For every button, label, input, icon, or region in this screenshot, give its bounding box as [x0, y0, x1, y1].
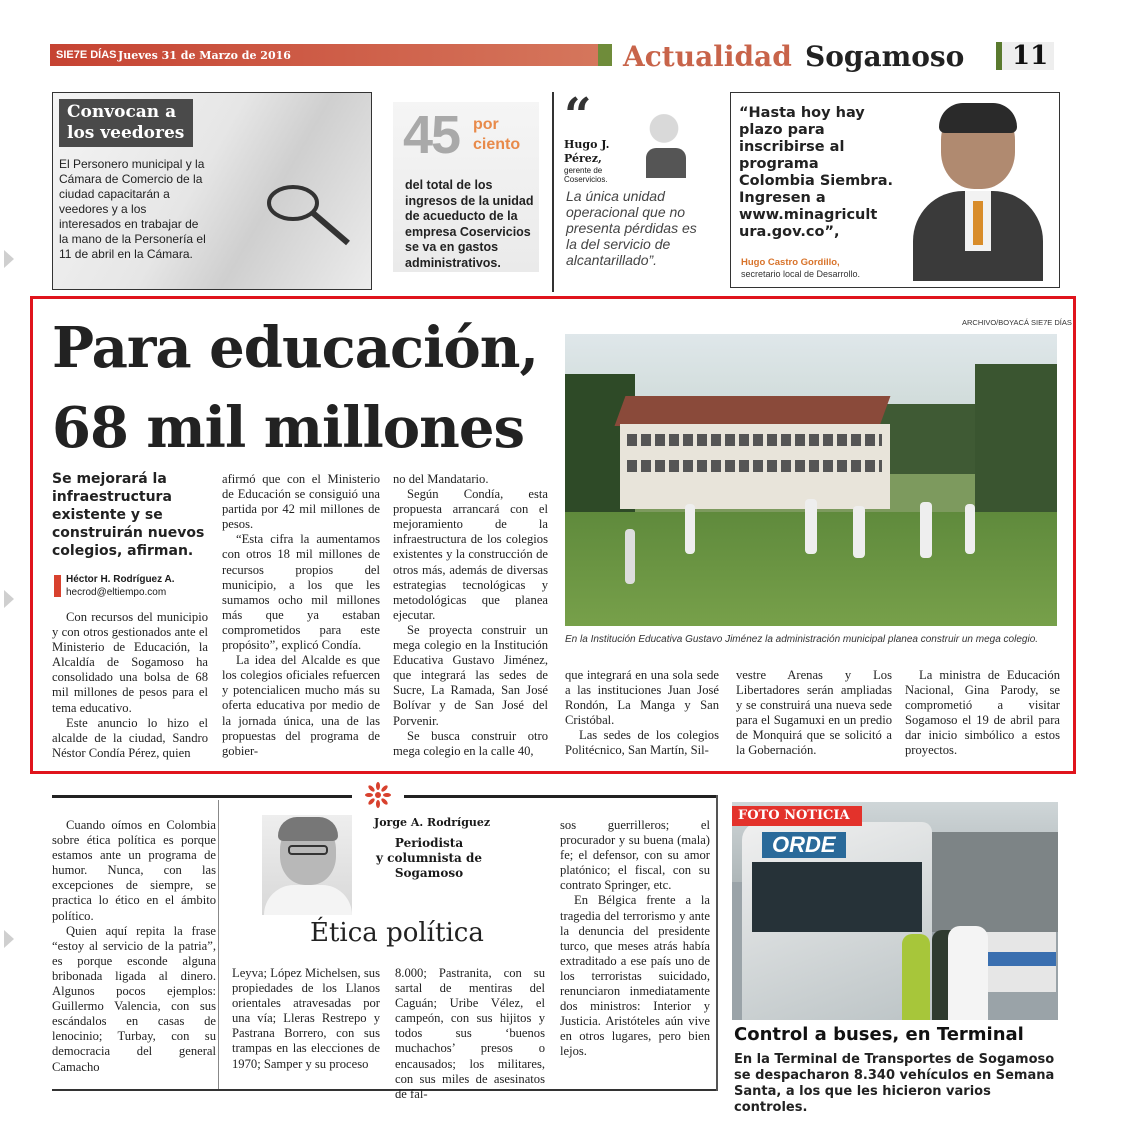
column-col-3: [395, 966, 545, 1102]
stat-unit-line1: por: [473, 116, 499, 133]
column-bottom-rule: [52, 1089, 716, 1091]
paragraph: Se proyecta construir un mega colegio en la Institución Educativa Gustavo Jiménez, que integrará las sedes de Sucre, La Ramada, San José Bolívar y de San José del Porvenir.: [393, 622, 548, 728]
main-col-4: [565, 668, 719, 759]
side-arrow-icon: [4, 930, 14, 948]
columnist-name: Jorge A. Rodríguez: [374, 816, 491, 829]
brief-title-line1: Convocan a: [67, 102, 177, 122]
paragraph: “Esta cifra la aumentamos con otros 18 mil millones de recursos propios del municipio, a los que les sumamos ocho mil millones más que ya estaban comprometidos para este propósito”, explicó Condía.: [222, 532, 380, 653]
column-col-2: [232, 966, 380, 1072]
main-lead: Se mejorará la infraestructura existente y se construirán nuevos colegios, afirman.: [52, 471, 205, 559]
author-marker: [54, 575, 61, 597]
person-photo: [624, 98, 704, 178]
paragraph: afirmó que con el Ministerio de Educación se consiguió una partida por 42 mil millones de pesos.: [222, 472, 380, 532]
brief-veedores: [52, 92, 372, 290]
page-header: [50, 40, 1060, 72]
section-title-light: Actualidad: [623, 40, 792, 73]
page-number: 11: [1012, 41, 1049, 71]
main-col-6: [905, 668, 1060, 759]
main-col-3: [393, 472, 548, 759]
quote2-name: Hugo Castro Gordillo,: [741, 257, 840, 268]
paragraph: Con recursos del municipio y con otros gestionados ante el Ministerio de Educación, la Alcaldía de Sogamoso ha consolidado una bolsa de 68 mil millones de pesos para el tema educativo.: [52, 610, 208, 715]
photo-news: [732, 802, 1058, 1115]
columnist-photo: [262, 815, 352, 915]
quote-text: La única unidad operacional que no presenta pérdidas es la del servicio de alcantarillado”.: [566, 188, 697, 268]
paragraph: Quien aquí repita la frase “estoy al servicio de la patria”, es porque esconde alguna bribonada ligada al dinero. Algunos pocos ejemplos: Guillermo Valencia, con sus escándalos en casas de lenocinio; Turbay, con su democracia del general Camacho: [52, 923, 216, 1074]
main-email: hecrod@eltiempo.com: [66, 587, 167, 598]
photo-credit: ARCHIVO/BOYACÁ SIE7E DÍAS: [962, 318, 1072, 327]
main-col-5: [736, 668, 892, 759]
paragraph: que integrará en una sola sede a las instituciones Juan José Rondón, La Manga y San Cristóbal.: [565, 668, 719, 728]
paragraph: Cuando oímos en Colombia sobre ética política es porque estamos ante un programa de humor. Nunca, con las excepciones de siempre, se practica lo ético en el ámbito político.: [52, 818, 216, 923]
school-photo: [565, 334, 1057, 626]
photo-news-headline: Control a buses, en Terminal: [734, 1024, 1024, 1045]
stat-text: del total de los ingresos de la unidad de acueducto de la empresa Coservicios se va en gastos administrativos.: [405, 178, 534, 270]
quote-role-line1: gerente de: [564, 166, 603, 175]
paragraph: En Bélgica frente a la tragedia del terrorismo y ante la denuncia del presidente turco, que meses atrás había extraditado a ese país uno de los terroristas suicidado, renunciaron inmediatamente dos ministros: Interior y Justicia. Aristóteles aún vive en otros lugares, pero bien lejos.: [560, 893, 710, 1059]
flower-icon: [365, 782, 391, 808]
column-title: Ética política: [310, 918, 484, 948]
columnist-role-line1: Periodista: [394, 836, 464, 850]
bus-sign: ORDE: [762, 832, 846, 858]
person-photo-castro: [903, 101, 1053, 281]
quote-mark-icon: “: [564, 88, 592, 144]
stat-number: 45: [403, 105, 460, 165]
quote2-role: secretario local de Desarrollo.: [741, 269, 861, 279]
quote-name-line1: Hugo J.: [564, 138, 610, 151]
header-accent-bar: [598, 44, 612, 66]
side-arrow-icon: [4, 250, 14, 268]
paragraph: Según Condía, esta propuesta arrancará con el mejoramiento de la infraestructura de los colegios existentes y la construcción de otros más, además de diversas estrategias tecnológicas y metodológicas que planea ejecutar.: [393, 487, 548, 622]
brief-text: El Personero municipal y la Cámara de Comercio de la ciudad capacitarán a veedores y a los interesados en trabajar de la mano de la Personería el 11 de abril en la Cámara.: [59, 157, 206, 261]
paragraph: Leyva; López Michelsen, sus propiedades de los Llanos orientales atravesadas por una vía; Lleras Restrepo y Pastrana Borrero, con sus trampas en las elecciones de 1970; Samper y su proceso: [232, 966, 380, 1071]
column-side-rule: [716, 795, 718, 1091]
paragraph: no del Mandatario.: [393, 472, 489, 486]
main-headline-line2: 68 mil millones: [52, 395, 525, 461]
magnifier-icon: [253, 173, 353, 253]
paragraph: Se busca construir otro mega colegio en la calle 40,: [393, 728, 548, 758]
header-date: Jueves 31 de Marzo de 2016: [118, 49, 291, 62]
column-col-1: [52, 818, 216, 1075]
quote-role-line2: Coservicios.: [564, 175, 608, 184]
brief-title-line2: los veedores: [67, 123, 185, 143]
paragraph: Este anuncio lo hizo el alcalde de la ciudad, Sandro Néstor Condía Pérez, quien: [52, 715, 208, 760]
column-col-4: [560, 818, 710, 1060]
section-title-bold: Sogamoso: [805, 40, 965, 73]
stat-unit-line2: ciento: [473, 136, 521, 153]
paragraph: La idea del Alcalde es que los colegios oficiales refuercen y potencialicen mucho más su oferta educativa por medio de la jornada única, una de las propuestas del programa de gobier-: [222, 653, 380, 758]
paragraph: 8.000; Pastranita, con su sartal de mentiras del Caguán; Uribe Vélez, el campeón, con sus hijitos y todos sus ‘buenos muchachos’ presos o encausados; los militares, con sus miles de asesinatos de fal-: [395, 966, 545, 1101]
brief-quote-perez: [552, 88, 712, 292]
photo-news-text: En la Terminal de Transportes de Sogamoso se despacharon 8.340 vehículos en Semana Santa, a los que les hicieron varios controles.: [734, 1052, 1055, 1115]
main-author: Héctor H. Rodríguez A.: [66, 574, 175, 585]
columnist-role-line3: Sogamoso: [394, 866, 464, 880]
page-number-box: [996, 42, 1054, 70]
brief-quote-castro: [730, 92, 1060, 288]
photo-caption: En la Institución Educativa Gustavo Jiménez la administración municipal planea construir un mega colegio.: [565, 634, 1039, 645]
main-col-2: [222, 472, 380, 759]
paragraph: sos guerrilleros; el procurador y su buena (mala) fe; el defensor, con su amor platónico; el fiscal, con su contrato Springer, etc.: [560, 818, 710, 893]
photo-news-image: [732, 802, 1058, 1020]
side-arrow-icon: [4, 590, 14, 608]
quote2-text: “Hasta hoy hay plazo para inscribirse al programa Colombia Siembra. Ingresen a www.minagricult ura.gov.co”,: [739, 105, 894, 240]
columnist-role-line2: y columnista de: [375, 851, 482, 865]
paragraph: vestre Arenas y Los Libertadores serán ampliadas y se construirá una nueva sede para el Sugamuxi en un predio de Monquirá que se solicitó a la Gobernación.: [736, 668, 892, 758]
main-col-1: [52, 610, 208, 761]
brief-stat: [393, 92, 539, 292]
photo-news-label: FOTO NOTICIA: [738, 808, 850, 823]
paragraph: La ministra de Educación Nacional, Gina Parody, se comprometió a visitar Sogamoso el 19 de abril para dar inicio simbólico a estos proyectos.: [905, 668, 1060, 758]
paragraph: Las sedes de los colegios Politécnico, San Martín, Sil-: [565, 728, 719, 758]
column-divider: [218, 800, 219, 1090]
quote-name-line2: Pérez,: [564, 152, 602, 165]
brand-label: SIE7E DÍAS: [56, 49, 117, 61]
main-headline-line1: Para educación,: [52, 315, 538, 381]
